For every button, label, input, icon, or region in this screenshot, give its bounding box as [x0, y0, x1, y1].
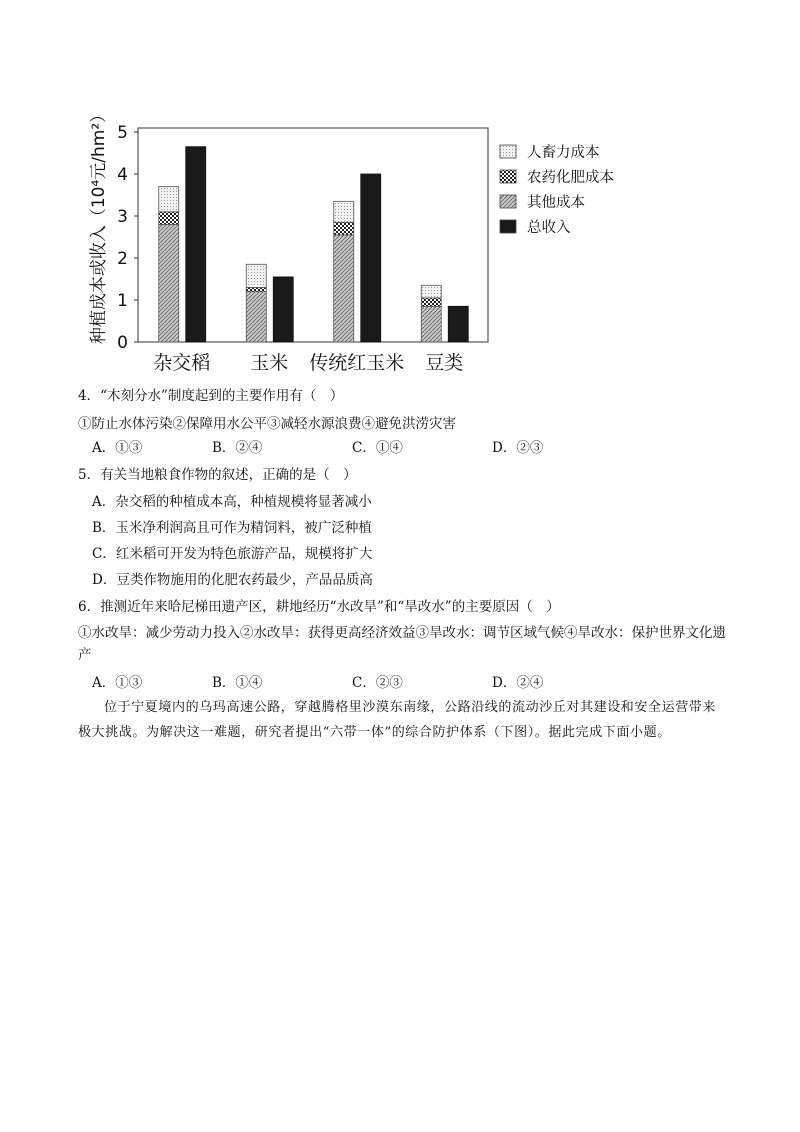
legend-swatch [500, 145, 516, 158]
q5-option-d[interactable]: D．豆类作物施用的化肥农药最少，产品品质高 [92, 572, 373, 588]
cost-income-bar-chart [80, 95, 640, 380]
bar-其他成本 [334, 235, 354, 342]
q6-choice-b[interactable]: B．①④ [212, 675, 263, 691]
q6-stem: 6．推测近年来哈尼梯田遗产区，耕地经历“水改旱”和“旱改水”的主要原因（ ） [78, 599, 560, 615]
x-category-label: 豆类 [425, 352, 464, 374]
q5-option-a[interactable]: A．杂交稻的种植成本高，种植规模将显著减小 [92, 494, 372, 510]
legend-label: 总收入 [527, 220, 571, 236]
q4-choice-c[interactable]: C．①④ [352, 440, 403, 456]
bar-总收入 [448, 306, 468, 342]
x-category-label: 杂交稻 [153, 352, 211, 374]
bar-总收入 [186, 147, 206, 342]
q6-choice-c[interactable]: C．②③ [352, 675, 403, 691]
q4-choice-a[interactable]: A．①③ [92, 440, 143, 456]
bar-总收入 [361, 174, 381, 342]
bar-总收入 [273, 277, 293, 342]
q5-option-b[interactable]: B．玉米净利润高且可作为精饲料，被广泛种植 [92, 520, 372, 536]
y-tick-label: 3 [117, 207, 128, 227]
bar-农药化肥成本 [334, 222, 354, 235]
bar-其他成本 [246, 292, 266, 342]
legend-label: 人畜力成本 [527, 145, 600, 161]
x-category-label: 玉米 [250, 352, 289, 374]
bar-人畜力成本 [246, 264, 266, 287]
q6-choice-d[interactable]: D．②④ [492, 675, 544, 691]
q4-statements: ①防止水体污染②保障用水公平③减轻水源浪费④避免洪涝灾害 [78, 416, 456, 432]
bar-农药化肥成本 [159, 212, 179, 225]
x-category-label: 传统红玉米 [309, 352, 405, 374]
y-tick-label: 5 [117, 123, 128, 143]
y-tick-label: 4 [117, 165, 128, 185]
q4-stem: 4．“木刻分水”制度起到的主要作用有（ ） [78, 388, 344, 404]
bar-人畜力成本 [421, 285, 441, 298]
bar-其他成本 [159, 224, 179, 342]
bar-其他成本 [421, 306, 441, 342]
y-axis-label: 种植成本或收入（10⁴元/hm²） [89, 105, 109, 345]
legend-swatch [500, 220, 516, 233]
y-tick-label: 0 [117, 333, 128, 353]
q5-stem: 5．有关当地粮食作物的叙述，正确的是（ ） [78, 467, 357, 483]
q6-choice-a[interactable]: A．①③ [92, 675, 143, 691]
bar-农药化肥成本 [246, 287, 266, 291]
legend-swatch [500, 170, 516, 183]
legend-label: 其他成本 [527, 195, 585, 211]
bar-农药化肥成本 [421, 298, 441, 306]
legend-label: 农药化肥成本 [527, 170, 614, 186]
q4-choice-d[interactable]: D．②③ [492, 440, 544, 456]
q4-choice-b[interactable]: B．②④ [212, 440, 263, 456]
bar-人畜力成本 [159, 187, 179, 212]
y-tick-label: 2 [117, 249, 128, 269]
bar-人畜力成本 [334, 201, 354, 222]
q5-option-c[interactable]: C．红米稻可开发为特色旅游产品，规模将扩大 [92, 546, 373, 562]
passage-paragraph: 位于宁夏境内的乌玛高速公路，穿越腾格里沙漠东南缘，公路沿线的流动沙丘对其建设和安全运营带来极大挑战。为解决这一难题，研究者提出“六带一体”的综合防护体系（下图）。据此完成下面小题。 [78, 700, 717, 740]
y-tick-label: 1 [117, 291, 128, 311]
legend-swatch [500, 195, 516, 208]
q6-statements: ①水改旱：减少劳动力投入②水改旱：获得更高经济效益③旱改水：调节区域气候④旱改水：保护世界文化遗产 [78, 625, 726, 663]
